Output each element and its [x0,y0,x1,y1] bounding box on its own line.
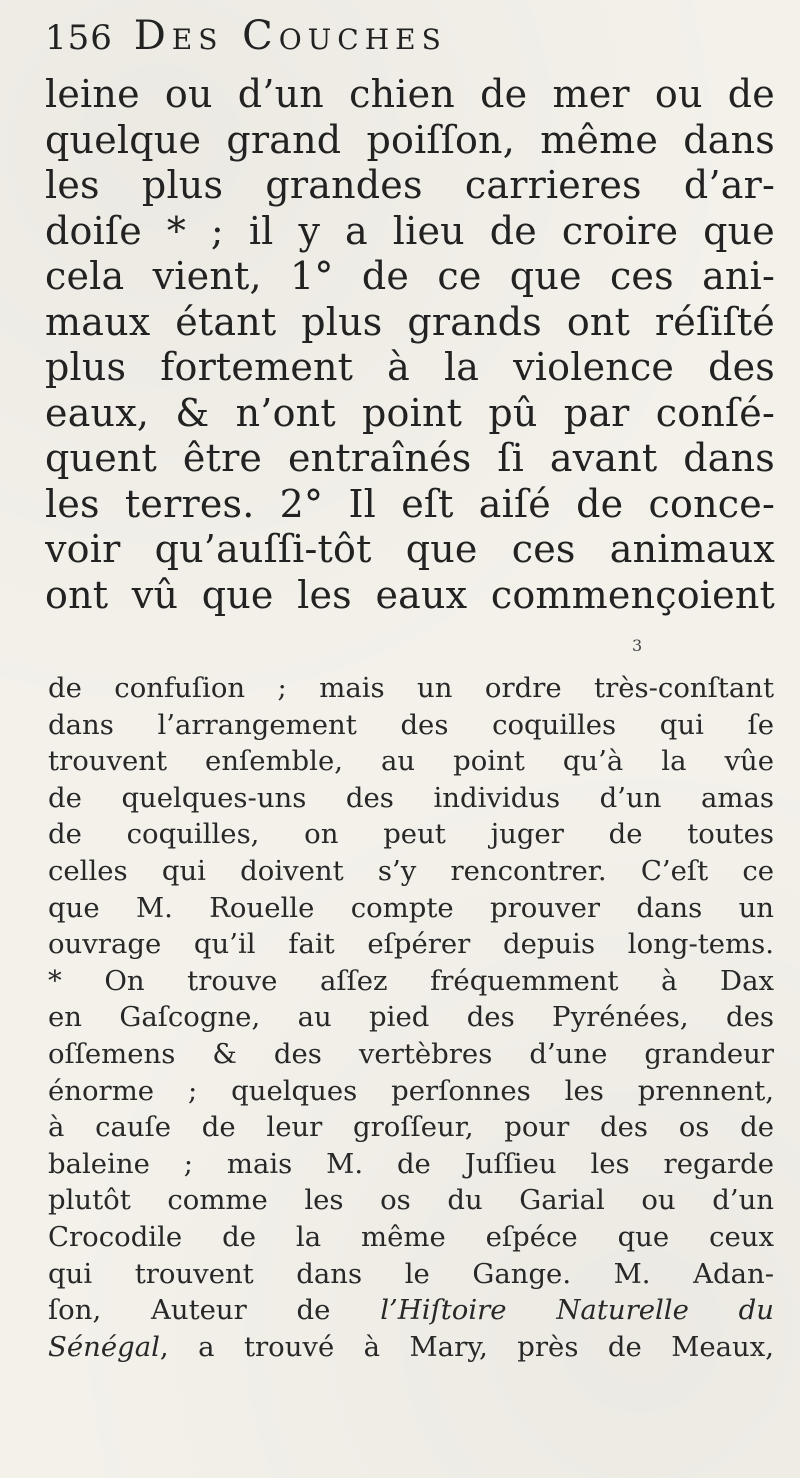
footnote-line: que M. Rouelle compte prouver dans un [48,891,774,924]
main-text-line: leine ou d’un chien de mer ou de [45,72,775,116]
footnote-line: à cauſe de leur groſſeur, pour des os de [48,1111,774,1144]
footnote-line: de coquilles, on peut juger de toutes [48,818,774,851]
main-text-line: quent être entraînés ſi avant dans [45,436,775,480]
footnote-line: * On trouve aſſez fréquemment à Dax [48,964,774,997]
footnote-line: trouvent enſemble, au point qu’à la vûe [48,745,774,778]
book-title-italic: Sénégal [48,1330,160,1363]
footnote-line: énorme ; quelques perſonnes les prennent, [48,1074,774,1107]
footnote-line [48,1292,774,1329]
main-text-line: eaux, & n’ont point pû par conſé- [45,390,775,435]
footnote-block [48,670,774,1365]
footnote-line: plutôt comme les os du Garial ou d’un [48,1184,774,1217]
book-title-italic: l’Hiſtoire Naturelle du [380,1294,774,1327]
footnote-text: , a trouvé à Mary, près de Meaux, [159,1330,774,1363]
footnote-line: Crocodile de la même eſpéce que ceux [48,1220,774,1253]
main-text-block [45,72,775,618]
main-text-line: voir qu’auſſi-tôt que ces animaux [45,527,775,571]
footnote-line: celles qui doivent s’y rencontrer. C’eſt ce [48,854,774,887]
footnote-line: dans l’arrangement des coquilles qui ſe [48,708,774,741]
main-text-line: les terres. 2° Il eſt aiſé de conce- [45,481,775,526]
footnote-line: ouvrage qu’il fait eſpérer depuis long-tems. [48,928,774,961]
main-text-line: ont vû que les eaux commençoient [45,572,775,617]
main-text-line: plus fortement à la violence des [45,345,775,389]
footnote-line: oſſemens & des vertèbres d’une grandeur [48,1037,774,1070]
footnote-line: de confuſion ; mais un ordre très-conſtant [48,672,774,704]
main-text-line: quelque grand poiſſon, même dans [45,117,775,162]
footnote-line: en Gaſcogne, au pied des Pyrénées, des [48,1001,774,1034]
page-header [45,6,765,66]
main-text-line: maux étant plus grands ont réſiſté [45,299,775,344]
main-text-line: les plus grandes carrieres d’ar- [45,163,775,207]
footnote-line: qui trouvent dans le Gange. M. Adan- [48,1257,774,1290]
footnote-line: baleine ; mais M. de Juſſieu les regarde [48,1147,774,1180]
running-title: Des Couches [133,13,447,59]
footnote-text: ſon, Auteur de [48,1294,381,1327]
footnote-line [48,1329,774,1366]
main-text-line: cela vient, 1° de ce que ces ani- [45,254,775,298]
signature-mark: 3 [632,636,643,655]
main-text-line: doiſe * ; il y a lieu de croire que [45,208,775,253]
footnote-line: de quelques-uns des individus d’un amas [48,781,774,814]
page-number: 156 [45,18,113,58]
